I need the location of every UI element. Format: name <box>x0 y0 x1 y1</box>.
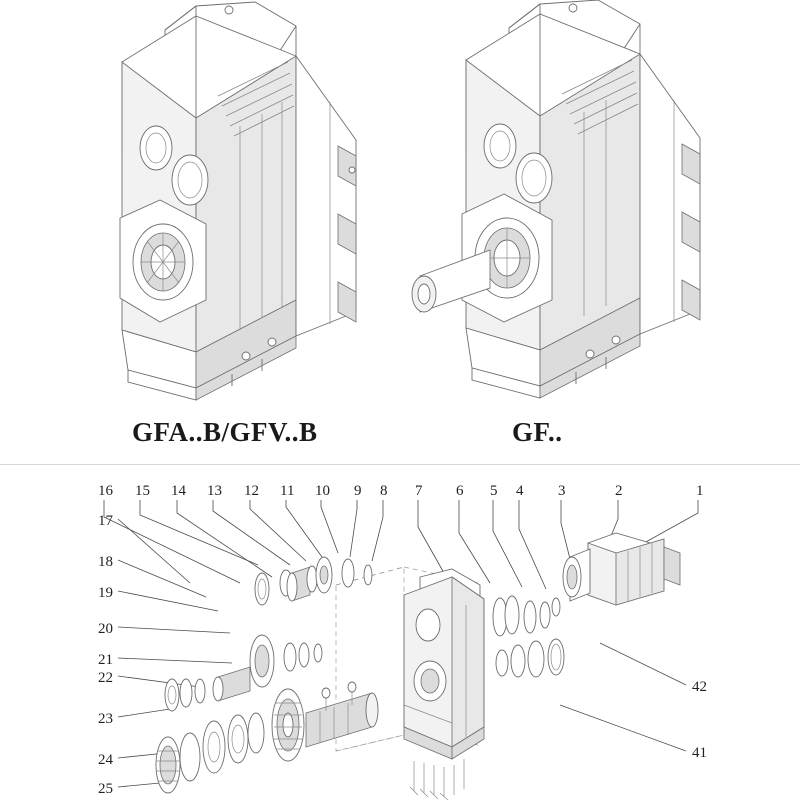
large-gear-part <box>272 682 378 761</box>
callout-11: 11 <box>280 483 295 499</box>
callout-4: 4 <box>516 483 524 499</box>
exploded-parts-diagram <box>0 465 800 800</box>
callout-1: 1 <box>696 483 704 499</box>
callout-5: 5 <box>490 483 498 499</box>
callout-19: 19 <box>98 585 113 601</box>
callout-18: 18 <box>98 554 113 570</box>
callout-24: 24 <box>98 752 113 768</box>
callout-15: 15 <box>135 483 150 499</box>
callout-16: 16 <box>98 483 113 499</box>
callout-25: 25 <box>98 781 113 797</box>
caption-left: GFA..B/GFV..B <box>132 417 318 447</box>
motor-adapter-part <box>563 533 680 605</box>
callout-42: 42 <box>692 679 707 695</box>
bearing-stack-parts <box>156 713 264 793</box>
exploded-drawing <box>0 465 800 800</box>
callout-22: 22 <box>98 670 113 686</box>
callout-7: 7 <box>415 483 423 499</box>
right-gearbox-body <box>412 0 700 398</box>
callout-20: 20 <box>98 621 113 637</box>
callout-21: 21 <box>98 652 113 668</box>
callout-3: 3 <box>558 483 566 499</box>
callout-41: 41 <box>692 745 707 761</box>
callout-17: 17 <box>98 513 113 529</box>
ring-washer-parts <box>493 596 564 677</box>
callout-12: 12 <box>244 483 259 499</box>
leader-lines-right <box>560 643 686 751</box>
callout-14: 14 <box>171 483 186 499</box>
callout-23: 23 <box>98 711 113 727</box>
callout-6: 6 <box>456 483 464 499</box>
callout-9: 9 <box>354 483 362 499</box>
caption-right: GF.. <box>512 417 563 447</box>
callout-10: 10 <box>315 483 330 499</box>
callout-2: 2 <box>615 483 623 499</box>
gearbox-housing-part <box>404 569 484 800</box>
shaft-upper-parts <box>255 557 372 605</box>
callout-13: 13 <box>207 483 222 499</box>
callout-8: 8 <box>380 483 388 499</box>
